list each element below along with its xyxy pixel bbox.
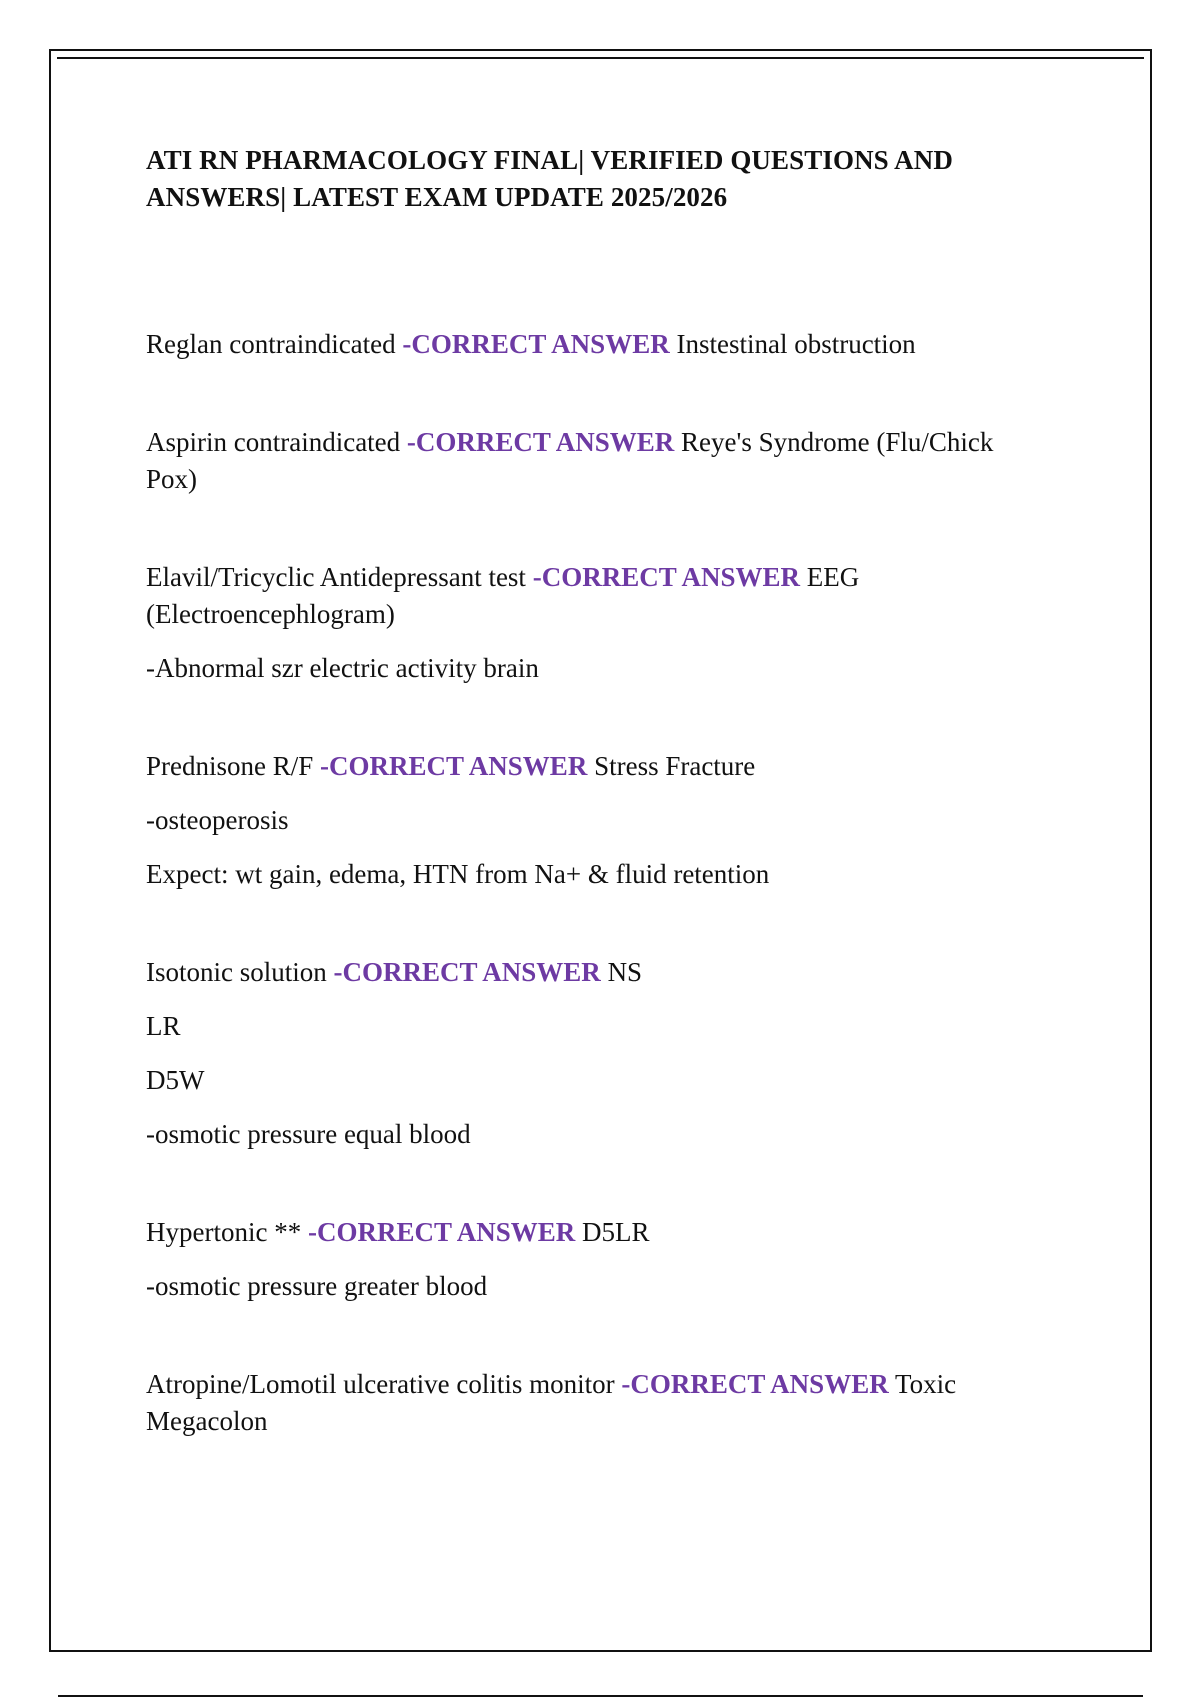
question-text: Elavil/Tricyclic Antidepressant test xyxy=(146,562,533,592)
qa-question-line xyxy=(146,1366,1046,1440)
answer-text: Reye's Syndrome (Flu/Chick Pox) xyxy=(146,427,994,494)
answer-text: D5LR xyxy=(575,1217,650,1247)
qa-question-line xyxy=(146,954,1046,991)
qa-list xyxy=(146,326,1046,1440)
qa-note: LR xyxy=(146,1011,181,1041)
correct-answer-marker: -CORRECT ANSWER xyxy=(402,329,670,359)
answer-text: EEG (Electroencephlogram) xyxy=(146,562,860,629)
question-text: Atropine/Lomotil ulcerative colitis monitor xyxy=(146,1369,622,1399)
qa-question-line xyxy=(146,1214,1046,1251)
correct-answer-marker: -CORRECT ANSWER xyxy=(406,427,675,457)
page-border-inner-rule xyxy=(57,57,1144,59)
correct-answer-marker: -CORRECT ANSWER xyxy=(621,1369,889,1399)
qa-question-line xyxy=(146,424,1046,498)
qa-item xyxy=(146,424,1046,498)
qa-item xyxy=(146,559,1046,687)
answer-text: Instestinal obstruction xyxy=(669,329,916,359)
correct-answer-marker: -CORRECT ANSWER xyxy=(320,751,588,781)
qa-note: -osmotic pressure greater blood xyxy=(146,1271,488,1301)
question-text: Prednisone R/F xyxy=(146,751,321,781)
correct-answer-marker: -CORRECT ANSWER xyxy=(307,1217,576,1247)
question-text: Hypertonic ** xyxy=(146,1217,308,1247)
correct-answer-marker: -CORRECT ANSWER xyxy=(333,957,601,987)
qa-item xyxy=(146,748,1046,893)
qa-item xyxy=(146,954,1046,1153)
next-page-top-rule xyxy=(58,1695,1143,1697)
question-text: Aspirin contraindicated xyxy=(146,427,407,457)
qa-question-line xyxy=(146,748,1046,785)
document-body xyxy=(146,142,1046,1501)
question-text: Reglan contraindicated xyxy=(146,329,403,359)
qa-item xyxy=(146,1214,1046,1305)
qa-item xyxy=(146,1366,1046,1440)
qa-note: -osteoperosis xyxy=(146,805,289,835)
document-title: ATI RN PHARMACOLOGY FINAL| VERIFIED QUESTIONS AND ANSWERS| LATEST EXAM UPDATE 2025/2026 xyxy=(146,145,953,212)
qa-note: Expect: wt gain, edema, HTN from Na+ & fluid retention xyxy=(146,859,770,889)
qa-note: -osmotic pressure equal blood xyxy=(146,1119,471,1149)
qa-note: D5W xyxy=(146,1065,205,1095)
question-text: Isotonic solution xyxy=(146,957,334,987)
answer-text: NS xyxy=(600,957,643,987)
qa-question-line xyxy=(146,559,1046,633)
qa-note: -Abnormal szr electric activity brain xyxy=(146,653,539,683)
correct-answer-marker: -CORRECT ANSWER xyxy=(532,562,801,592)
qa-item xyxy=(146,326,1046,363)
qa-question-line xyxy=(146,326,1046,363)
answer-text: Toxic Megacolon xyxy=(146,1369,957,1436)
answer-text: Stress Fracture xyxy=(587,751,756,781)
